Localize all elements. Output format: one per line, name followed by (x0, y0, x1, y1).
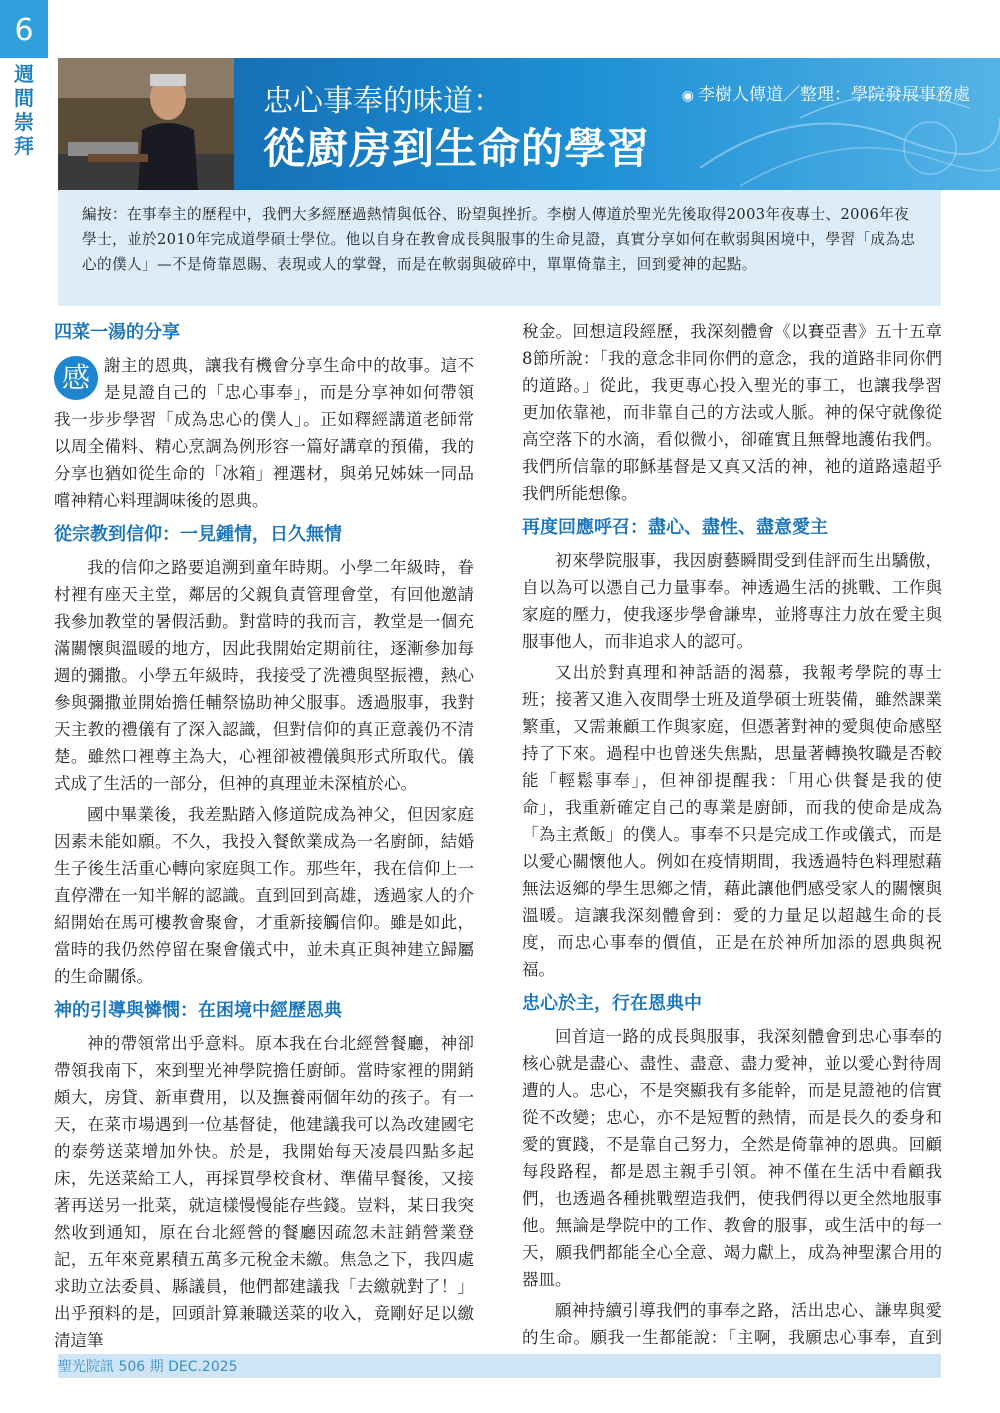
section-heading: 再度回應呼召：盡心、盡性、盡意愛主 (522, 517, 828, 538)
paragraph: 神的帶領常出乎意料。原本我在台北經營餐廳，神卻帶領我南下，來到聖光神學院擔任廚師。當時家裡的開銷頗大，房貸、新車費用，以及撫養兩個年幼的孩子。有一天，在菜市場遇到一位基督徒，他建議我可以為改建國宅的泰勞送菜增加外快。於是，我開始每天凌晨四點多起床，先送菜給工人，再採買學校食材、準備早餐後，又接著再送另一批菜，就這樣慢慢能存些錢。豈料，某日我突然收到通知，原在台北經營的餐廳因疏忽未註銷營業登記，五年來竟累積五萬多元稅金未繳。焦急之下，我四處求助立法委員、縣議員，他們都建議我「去繳就對了！」出乎預料的是，回頭計算兼職送菜的收入，竟剛好足以繳清這筆 (54, 1034, 474, 1350)
paragraph-text: 謝主的恩典，讓我有機會分享生命中的故事。這不是見證自己的「忠心事奉」，而是分享神如何帶領我一步步學習「成為忠心的僕人」。正如釋經講道老師常以周全備料、精心烹調為例形容一篇好講章的預備，我的分享也猶如從生命的「冰箱」裡選材，與弟兄姊妹一同品嚐神精心料理調味後的恩典。 (54, 356, 474, 510)
left-column (54, 318, 474, 1354)
paragraph: 回首這一路的成長與服事，我深刻體會到忠心事奉的核心就是盡心、盡性、盡意、盡力愛神，並以愛心對待周遭的人。忠心，不是突顯我有多能幹，而是見證祂的信實從不改變；忠心，亦不是短暫的熱情，而是長久的委身和愛的實踐，不是靠自己努力，全然是倚靠神的恩典。回顧每段路程，都是恩主親手引領。神不僅在生活中看顧我們，也透過各種挑戰塑造我們，使我們得以更全然地服事他。無論是學院中的工作、教會的服事，或生活中的每一天，願我們都能全心全意、竭力獻上，成為神聖潔合用的器皿。 (522, 1027, 942, 1289)
paragraph: 初來學院服事，我因廚藝瞬間受到佳評而生出驕傲，自以為可以憑自己力量事奉。神透過生活的挑戰、工作與家庭的壓力，使我逐步學會謙卑，並將專注力放在愛主與服事他人，而非追求人的認可。 (522, 551, 942, 651)
section-label-char: 拜 (14, 134, 34, 158)
paragraph: 又出於對真理和神話語的渴慕，我報考學院的專士班；接著又進入夜間學士班及道學碩士班裝備，雖然課業繁重，又需兼顧工作與家庭，但憑著對神的愛與使命感堅持了下來。過程中也曾迷失焦點，思量著轉換牧職是否較能「輕鬆事奉」，但神卻提醒我：「用心供餐是我的使命」，我重新確定自己的專業是廚師，而我的使命是成為「為主煮飯」的僕人。事奉不只是完成工作或儀式，而是以愛心關懷他人。例如在疫情期間，我透過特色料理慰藉無法返鄉的學生思鄉之情，藉此讓他們感受家人的關懷與溫暖。這讓我深刻體會到：愛的力量足以超越生命的長度，而忠心事奉的價值，正是在於神所加添的恩典與祝福。 (522, 663, 942, 979)
paragraph: 我的信仰之路要追溯到童年時期。小學二年級時，眷村裡有座天主堂，鄰居的父親負責管理會堂，有回他邀請我參加教堂的暑假活動。對當時的我而言，教堂是一個充滿關懷與溫暖的地方，因此我開始定期前往，逐漸參加每週的彌撒。小學五年級時，我接受了洗禮與堅振禮，熱心參與彌撒並開始擔任輔祭協助神父服事。透過服事，我對天主教的禮儀有了深入認識，但對信仰的真正意義仍不清楚。雖然口裡尊主為大，心裡卻被禮儀與形式所取代。儀式成了生活的一部分，但神的真理並未深植於心。 (54, 558, 474, 793)
footer-text: 聖光院訊 506 期 DEC.2025 (58, 1359, 238, 1375)
sidebar (0, 0, 48, 1413)
chef-photo-illustration (58, 58, 234, 190)
article-subtitle: 忠心事奉的味道： (263, 84, 503, 119)
page-number: 6 (0, 0, 48, 58)
paragraph: 稅金。回想這段經歷，我深刻體會《以賽亞書》五十五章8節所說：「我的意念非同你們的意念，我的道路非同你們的道路。」從此，我更專心投入聖光的事工，也讓我學習更加依靠祂，而非靠自己的方法或人脈。神的保守就像從高空落下的水滴，看似微小，卻確實且無聲地護佑我們。我們所信靠的耶穌基督是又真又活的神，祂的道路遠超乎我們所能想像。 (522, 322, 942, 503)
section-heading: 從宗教到信仰：一見鍾情，日久無情 (54, 524, 342, 545)
footer-bar (58, 1354, 941, 1378)
paragraph (54, 352, 474, 514)
section-label-char: 崇 (14, 110, 34, 134)
section-heading: 神的引導與憐憫：在困境中經歷恩典 (54, 1000, 342, 1021)
article-header (58, 58, 1000, 190)
section-label-char: 間 (14, 86, 34, 110)
editor-note: 編按：在事奉主的歷程中，我們大多經歷過熱情與低谷、盼望與挫折。李樹人傳道於聖光先後取得2003年夜專士、2006年夜學士，並於2010年完成道學碩士學位。他以自身在教會成長與服事的生命見證，真實分享如何在軟弱與困境中，學習「成為忠心的僕人」—不是倚靠恩賜、表現或人的掌聲，而是在軟弱與破碎中，單單倚靠主，回到愛神的起點。 (58, 190, 941, 306)
right-column (522, 318, 942, 1378)
byline-text: 李樹人傳道／整理：學院發展事務處 (698, 85, 970, 105)
byline (682, 80, 970, 105)
author-photo (58, 58, 234, 190)
section-label-char: 週 (14, 62, 34, 86)
article-title: 從廚房到生命的學習 (263, 124, 651, 173)
bullet-icon: ◉ (681, 88, 694, 104)
drop-cap: 感 (54, 356, 98, 400)
section-heading: 四菜一湯的分享 (54, 322, 180, 343)
decorative-swirl-icon (680, 58, 1000, 190)
section-heading: 忠心於主，行在恩典中 (522, 993, 702, 1014)
section-label (0, 62, 48, 158)
paragraph: 願神持續引導我們的事奉之路，活出忠心、謙卑與愛的生命。願我一生都能說：「主啊，我願忠心事奉，直到 (522, 1301, 942, 1347)
paragraph: 國中畢業後，我差點踏入修道院成為神父，但因家庭因素未能如願。不久，我投入餐飲業成為一名廚師，結婚生子後生活重心轉向家庭與工作。那些年，我在信仰上一直停滯在一知半解的認識。直到回到高雄，透過家人的介紹開始在馬可樓教會聚會，才重新接觸信仰。雖是如此，當時的我仍然停留在聚會儀式中，並未真正與神建立歸屬的生命關係。 (54, 805, 474, 986)
